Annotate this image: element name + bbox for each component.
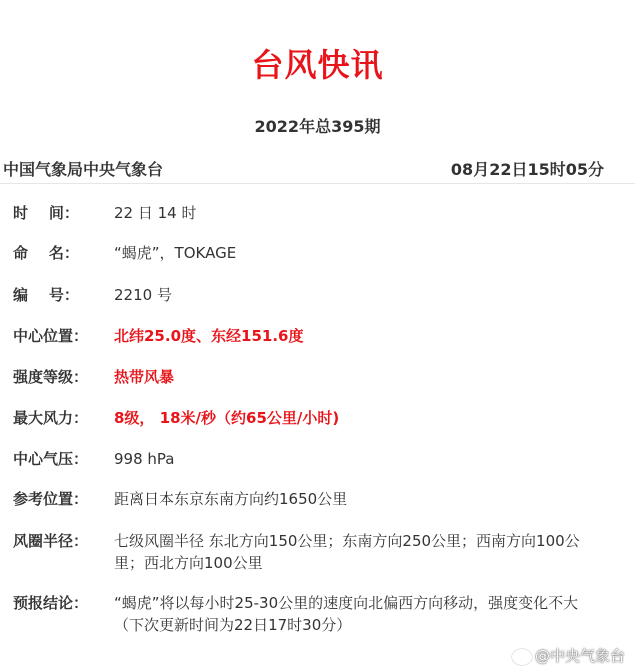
row-label: 强度等级：: [13, 368, 89, 386]
watermark-text: @中央气象台: [534, 647, 625, 665]
row-label: 命 名：: [13, 244, 79, 262]
row-label: 最大风力：: [13, 409, 89, 427]
divider: [0, 183, 635, 184]
agency-name: 中国气象局中央气象台: [3, 160, 164, 179]
row-value: 距离日本东京东南方向约1650公里: [114, 490, 348, 508]
forecast-text: “蝎虎”将以每小时25-30公里的速度向北偏西方向移动，强度变化不大: [114, 594, 579, 612]
row-value: 22 日 14 时: [114, 204, 197, 222]
row-label: 时 间：: [13, 204, 79, 222]
row-label: 中心气压：: [13, 450, 89, 468]
row-value: 热带风暴: [114, 368, 175, 386]
row-value: 七级风圈半径 东北方向150公里；东南方向250公里；西南方向100公里；西北方向100公里: [114, 532, 580, 572]
issue-number: 2022年总395期: [254, 117, 381, 136]
row-label: 参考位置：: [13, 490, 89, 508]
row-value: 2210 号: [114, 286, 172, 304]
row-value: “蝎虎”，TOKAGE: [114, 244, 237, 262]
row-value: 998 hPa: [114, 450, 175, 468]
issued-time: 08月22日15时05分: [450, 160, 604, 179]
next-update-note: （下次更新时间为22日17时30分）: [114, 616, 352, 634]
bulletin-title: 台风快讯: [251, 46, 384, 84]
weibo-icon: [512, 649, 532, 665]
bulletin-header: [0, 157, 635, 183]
row-value: 8级， 18米/秒（约65公里/小时): [114, 409, 340, 427]
row-value: 北纬25.0度、东经151.6度: [114, 327, 304, 345]
row-label: 风圈半径：: [13, 532, 89, 550]
row-label: 预报结论：: [13, 594, 89, 612]
row-label: 中心位置：: [13, 327, 89, 345]
weibo-watermark: [512, 645, 625, 666]
row-value: [114, 592, 594, 636]
row-label: 编 号：: [13, 286, 79, 304]
